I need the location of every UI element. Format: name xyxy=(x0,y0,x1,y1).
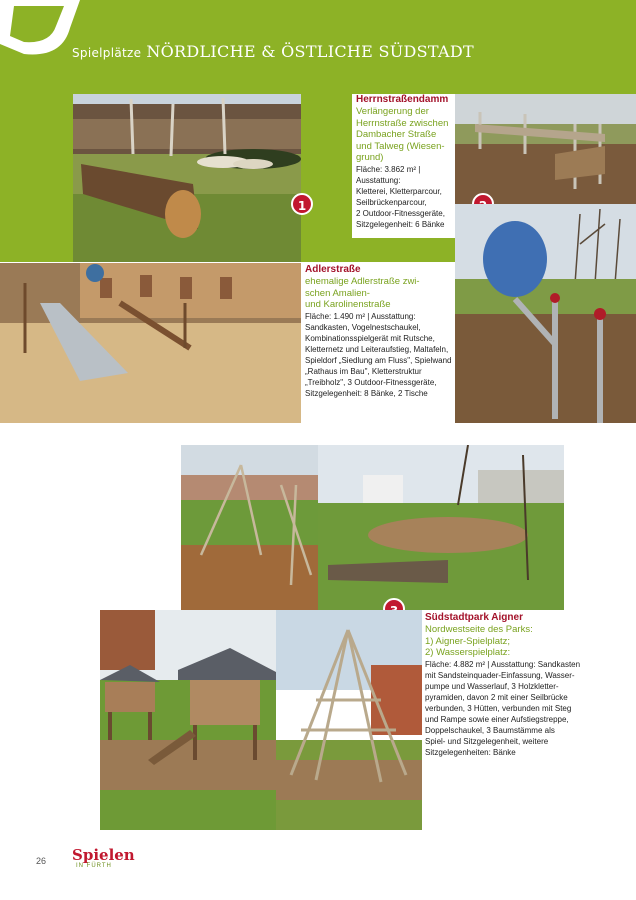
map-marker-1: 1 xyxy=(291,193,313,215)
entry-body-line: mit Sandsteinquader-Einfassung, Wasser- xyxy=(425,670,575,680)
entry-body-line: Seilbrückenparcour, xyxy=(356,197,427,207)
entry-title: Südstadtpark Aigner xyxy=(425,612,523,623)
photo-climbing-poles xyxy=(181,445,318,610)
entry-subtitle-line: Verlängerung der xyxy=(356,106,429,117)
spielen-logo xyxy=(72,848,135,869)
photo-log-playground xyxy=(73,94,301,262)
entry-body-line: Kletternetz und Leiteraufstieg, Maltafeln, xyxy=(305,344,449,354)
entry-subtitle-line: grund) xyxy=(356,152,384,163)
photo-wooden-huts xyxy=(100,610,276,830)
entry-subtitle-line: schen Amalien- xyxy=(305,287,370,299)
logo-sub-text: IN FÜRTH xyxy=(76,863,112,869)
photo-fitness-device xyxy=(455,204,636,423)
entry-body-line: pyramiden, davon 2 mit einer Seilbrücke xyxy=(425,692,568,702)
entry-body-line: Sitzgelegenheiten: Bänke xyxy=(425,747,516,757)
photo-park-sand-area xyxy=(318,445,564,610)
page-header xyxy=(72,42,474,62)
entry-body-line: 2 Outdoor-Fitnessgeräte, xyxy=(356,208,445,218)
entry-body-line: Spiel- und Sitzgelegenheit, weitere xyxy=(425,736,549,746)
entry-body-line: „Treibholz", 3 Outdoor-Fitnessgeräte, xyxy=(305,377,437,387)
entry-body-line: Sitzgelegenheit: 6 Bänke xyxy=(356,219,445,229)
entry-body-line: Doppelschaukel, 3 Baumstämme als xyxy=(425,725,555,735)
entry-subtitle-line: und Karolinenstraße xyxy=(305,299,391,310)
entry-body-line: Fläche: 4.882 m² | Ausstattung: Sandkasten xyxy=(425,659,581,669)
entry-adlerstrasse xyxy=(301,264,459,422)
entry-title: Herrnstraßendamm xyxy=(356,94,449,105)
header-title: NÖRDLICHE & ÖSTLICHE SÜDSTADT xyxy=(146,42,474,61)
photo-rope-bridge-parcour xyxy=(455,94,636,204)
entry-body-line: Kletterei, Kletterparcour, xyxy=(356,186,442,196)
entry-subtitle-line: Herrnstraße zwischen xyxy=(356,117,449,129)
entry-subtitle-line: Dambacher Straße xyxy=(356,129,437,140)
entry-subtitle-line: ehemalige Adlerstraße zwi- xyxy=(305,276,420,287)
entry-body-line: pumpe und Wasserlauf, 3 Holzkletter- xyxy=(425,681,559,691)
entry-body-line: Spieldorf „Siedlung am Fluss", Spielwand xyxy=(305,355,452,365)
entry-body-line: Fläche: 1.490 m² | Ausstattung: xyxy=(305,311,416,321)
entry-body-line: und Rampe sowie einer Aufstiegstreppe, xyxy=(425,714,569,724)
page-number: 26 xyxy=(36,856,47,866)
entry-subtitle-line: Nordwestseite des Parks: xyxy=(425,624,533,635)
entry-body-line: „Rathaus im Bau", Kletterstruktur xyxy=(305,366,422,376)
entry-body-line: Sitzgelegenheit: 8 Bänke, 2 Tische xyxy=(305,388,428,398)
entry-subtitle-line: und Talweg (Wiesen- xyxy=(356,140,445,152)
header-section: Spielplätze xyxy=(72,46,142,60)
entry-subtitle-line: 1) Aigner-Spielplatz; xyxy=(425,635,511,647)
photo-wooden-pyramid xyxy=(276,610,422,830)
entry-subtitle-line: 2) Wasserspielplatz: xyxy=(425,647,511,658)
entry-title: Adlerstraße xyxy=(305,264,361,275)
logo-main-text: Spielen xyxy=(72,846,135,864)
entry-herrnstrassendamm xyxy=(352,94,462,238)
entry-suedstadtpark-aigner xyxy=(422,612,595,787)
entry-body-line: verbunden, 3 Hütten, verbunden mit Steg xyxy=(425,703,572,713)
entry-body-line: Kombinationsspielgerät mit Rutsche, xyxy=(305,333,435,343)
entry-body-line: Sandkasten, Vogelnestschaukel, xyxy=(305,322,421,332)
photo-slide-structure xyxy=(0,263,301,423)
entry-body-line: Fläche: 3.862 m² | Ausstattung: xyxy=(356,164,421,185)
